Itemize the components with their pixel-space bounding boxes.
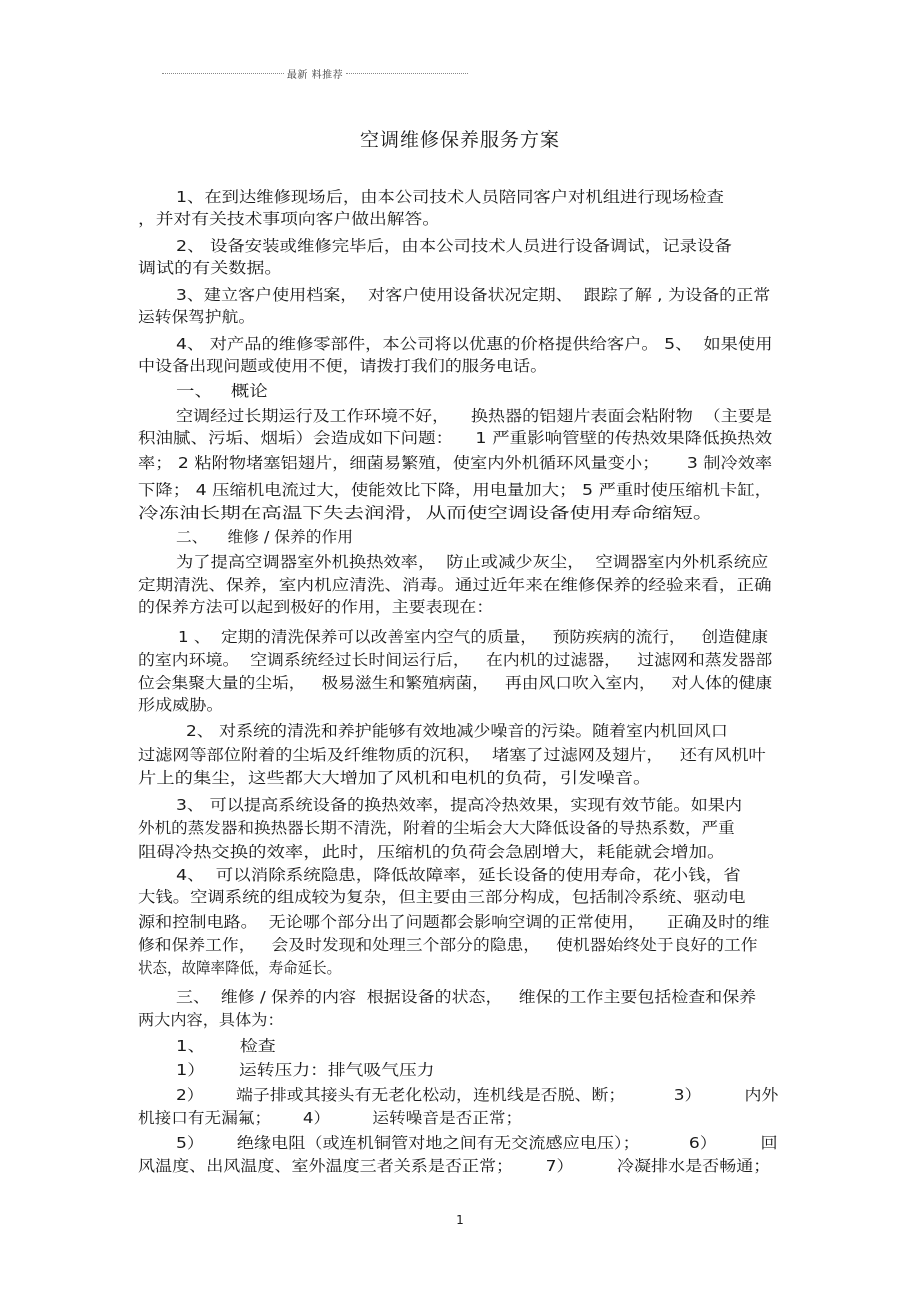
text-line: 调试的有关数据。 bbox=[138, 259, 283, 277]
text-line: 1、 检查 bbox=[176, 1037, 276, 1055]
text-line: 定期清洗、保养，室内机应清洗、消毒。通过近年来在维修保养的经验来看，正确 bbox=[138, 576, 772, 594]
text-line: 4、 可以消除系统隐患，降低故障率，延长设备的使用寿命，花小钱，省 bbox=[176, 866, 741, 884]
text-line: 2、 对系统的清洗和养护能够有效地减少噪音的污染。随着室内机回风口 bbox=[186, 722, 728, 740]
text-line: 过滤网等部位附着的尘垢及纤维物质的沉积， 堵塞了过滤网及翅片， 还有风机叶 bbox=[138, 746, 766, 764]
page-header bbox=[162, 66, 468, 80]
text-line: 机接口有无漏氟； 4） 运转噪音是否正常； bbox=[138, 1109, 523, 1127]
page-number: 1 bbox=[456, 1213, 464, 1227]
text-line: 下降； 4 压缩机电流过大，使能效比下降，用电量加大； 5 严重时使压缩机卡缸， bbox=[138, 481, 773, 499]
header-text: 最新 料推荐 bbox=[286, 69, 344, 81]
text-line: 的室内环境。 空调系统经过长时间运行后， 在内机的过滤器， 过滤网和蒸发器部 bbox=[138, 651, 773, 669]
text-line: 率； 2 粘附物堵塞铝翅片，细菌易繁殖，使室内外机循环风量变小； 3 制冷效率 bbox=[138, 454, 773, 472]
text-line: 4、 对产品的维修零部件，本公司将以优惠的价格提供给客户。 5、 如果使用 bbox=[176, 335, 773, 353]
text-line: 位会集聚大量的尘垢， 极易滋生和繁殖病菌， 再由风口吹入室内， 对人体的健康 bbox=[138, 674, 773, 692]
header-dots-left bbox=[162, 73, 284, 74]
text-line: 一、 概论 bbox=[176, 382, 268, 400]
text-line: 阻碍冷热交换的效率，此时，压缩机的负荷会急剧增大，耗能就会增加。 bbox=[138, 843, 726, 861]
text-line: 1） 运转压力：排气吸气压力 bbox=[176, 1061, 435, 1079]
text-line: 积油腻、污垢、烟垢）会造成如下问题： 1 严重影响管壁的传热效果降低换热效 bbox=[138, 429, 773, 447]
text-line: 冷冻油长期在高温下失去润滑，从而使空调设备使用寿命缩短。 bbox=[138, 504, 714, 522]
text-line: 1 、 定期的清洗保养可以改善室内空气的质量， 预防疾病的流行， 创造健康 bbox=[178, 628, 768, 646]
text-line: 中设备出现问题或使用不便，请拨打我们的服务电话。 bbox=[138, 357, 548, 375]
text-line: 形成威胁。 bbox=[138, 696, 224, 714]
text-line: 修和保养工作， 会及时发现和处理三个部分的隐患， 使机器始终处于良好的工作 bbox=[138, 936, 758, 954]
text-line: 外机的蒸发器和换热器长期不清洗，附着的尘垢会大大降低设备的导热系数，严重 bbox=[138, 819, 735, 837]
text-line: 1、在到达维修现场后，由本公司技术人员陪同客户对机组进行现场检查 bbox=[176, 188, 724, 206]
text-line: 风温度、出风温度、室外温度三者关系是否正常； 7） 冷凝排水是否畅通； bbox=[138, 1157, 771, 1175]
text-line: 3、建立客户使用档案， 对客户使用设备状况定期、 跟踪了解 , 为设备的正常 bbox=[176, 286, 771, 304]
text-line: 状态，故障率降低，寿命延长。 bbox=[138, 959, 342, 977]
text-line: 片上的集尘，这些都大大增加了风机和电机的负荷，引发噪音。 bbox=[138, 769, 652, 787]
text-line: ，并对有关技术事项向客户做出解答。 bbox=[138, 210, 441, 228]
text-line: 2） 端子排或其接头有无老化松动，连机线是否脱、断； 3） 内外 bbox=[176, 1086, 779, 1104]
text-line: 二、 维修 / 保养的作用 bbox=[176, 528, 354, 546]
text-line: 三、 维修 / 保养的内容 根据设备的状态， 维保的工作主要包括检查和保养 bbox=[176, 988, 757, 1006]
text-line: 的保养方法可以起到极好的作用，主要表现在： bbox=[138, 598, 494, 616]
text-line: 5） 绝缘电阻（或连机铜管对地之间有无交流感应电压）； 6） 回 bbox=[176, 1134, 778, 1152]
text-line: 空调经过长期运行及工作环境不好， 换热器的铝翅片表面会粘附物 （主要是 bbox=[176, 407, 772, 425]
text-line: 两大内容，具体为： bbox=[138, 1011, 284, 1029]
text-line: 源和控制电路。 无论哪个部分出了问题都会影响空调的正常使用， 正确及时的维 bbox=[138, 913, 770, 931]
text-line: 为了提高空调器室外机换热效率， 防止或减少灰尘， 空调器室内外机系统应 bbox=[176, 553, 769, 571]
text-line: 运转保驾护航。 bbox=[138, 308, 256, 326]
text-line: 2、 设备安装或维修完毕后，由本公司技术人员进行设备调试，记录设备 bbox=[176, 237, 732, 255]
header-dots-right bbox=[346, 73, 468, 74]
text-line: 3、 可以提高系统设备的换热效率，提高冷热效果，实现有效节能。如果内 bbox=[176, 796, 743, 814]
text-line: 大钱。空调系统的组成较为复杂，但主要由三部分构成，包括制冷系统、驱动电 bbox=[138, 888, 746, 906]
document-title: 空调维修保养服务方案 bbox=[359, 129, 560, 151]
